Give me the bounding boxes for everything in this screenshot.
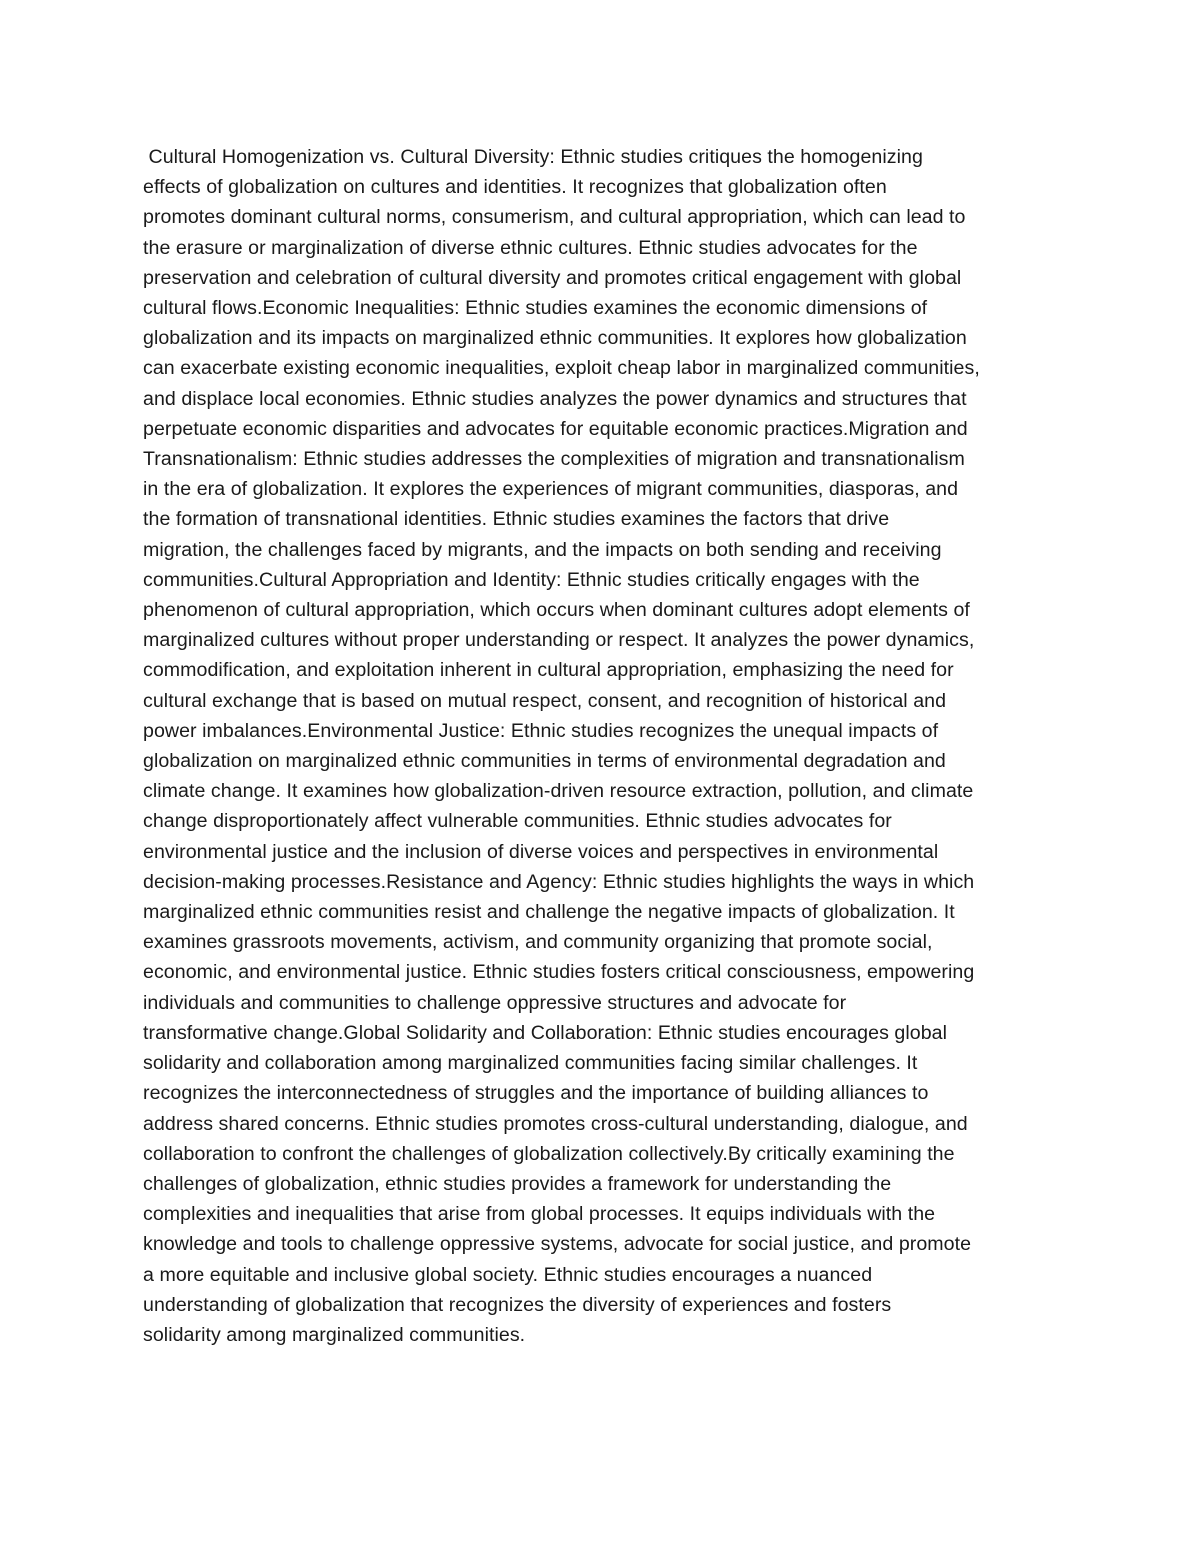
- text-line: collaboration to confront the challenges of globalization collectively.By critically examining the: [143, 1142, 955, 1165]
- body-text: [143, 142, 1073, 1350]
- text-line: preservation and celebration of cultural diversity and promotes critical engagement with global: [143, 266, 962, 289]
- text-line: address shared concerns. Ethnic studies promotes cross-cultural understanding, dialogue, and: [143, 1112, 968, 1135]
- text-line: change disproportionately affect vulnerable communities. Ethnic studies advocates for: [143, 810, 892, 833]
- text-line: transformative change.Global Solidarity and Collaboration: Ethnic studies encourages global: [143, 1021, 948, 1044]
- text-line: understanding of globalization that recognizes the diversity of experiences and fosters: [143, 1293, 892, 1316]
- text-line: decision-making processes.Resistance and Agency: Ethnic studies highlights the ways in which: [143, 870, 975, 893]
- text-line: effects of globalization on cultures and identities. It recognizes that globalization often: [143, 176, 887, 199]
- text-line: promotes dominant cultural norms, consumerism, and cultural appropriation, which can lead to: [143, 206, 966, 229]
- text-line: phenomenon of cultural appropriation, which occurs when dominant cultures adopt elements of: [143, 599, 970, 622]
- text-line: solidarity among marginalized communities.: [143, 1323, 526, 1346]
- text-line: recognizes the interconnectedness of struggles and the importance of building alliances to: [143, 1082, 929, 1105]
- text-line: examines grassroots movements, activism, and community organizing that promote social,: [143, 931, 933, 954]
- text-line: marginalized cultures without proper understanding or respect. It analyzes the power dynamics,: [143, 629, 975, 652]
- text-line: knowledge and tools to challenge oppressive systems, advocate for social justice, and promote: [143, 1233, 972, 1256]
- text-line: can exacerbate existing economic inequalities, exploit cheap labor in marginalized communities,: [143, 357, 980, 380]
- text-line: communities.Cultural Appropriation and Identity: Ethnic studies critically engages with the: [143, 568, 920, 591]
- text-line: a more equitable and inclusive global society. Ethnic studies encourages a nuanced: [143, 1263, 873, 1286]
- text-line: perpetuate economic disparities and advocates for equitable economic practices.Migration and: [143, 417, 968, 440]
- text-line: cultural exchange that is based on mutual respect, consent, and recognition of historical and: [143, 689, 947, 712]
- text-line: cultural flows.Economic Inequalities: Ethnic studies examines the economic dimensions of: [143, 297, 928, 320]
- text-line: environmental justice and the inclusion of diverse voices and perspectives in environmental: [143, 840, 939, 863]
- text-line: marginalized ethnic communities resist and challenge the negative impacts of globalization. It: [143, 901, 955, 924]
- text-line: globalization on marginalized ethnic communities in terms of environmental degradation and: [143, 750, 946, 773]
- text-line: the formation of transnational identities. Ethnic studies examines the factors that drive: [143, 508, 890, 531]
- text-line: Transnationalism: Ethnic studies addresses the complexities of migration and transnationalism: [143, 448, 965, 471]
- text-line: climate change. It examines how globalization-driven resource extraction, pollution, and climate: [143, 780, 974, 803]
- text-line: commodification, and exploitation inherent in cultural appropriation, emphasizing the need for: [143, 659, 954, 682]
- text-line: economic, and environmental justice. Ethnic studies fosters critical consciousness, empowering: [143, 961, 975, 984]
- text-line: globalization and its impacts on marginalized ethnic communities. It explores how globalization: [143, 327, 967, 350]
- text-line: the erasure or marginalization of diverse ethnic cultures. Ethnic studies advocates for the: [143, 236, 918, 259]
- text-line: and displace local economies. Ethnic studies analyzes the power dynamics and structures that: [143, 387, 967, 410]
- text-line: solidarity and collaboration among marginalized communities facing similar challenges. It: [143, 1052, 918, 1075]
- text-line: Cultural Homogenization vs. Cultural Diversity: Ethnic studies critiques the homogenizing: [143, 146, 923, 168]
- text-line: in the era of globalization. It explores the experiences of migrant communities, diasporas, and: [143, 478, 959, 501]
- text-line: migration, the challenges faced by migrants, and the impacts on both sending and receiving: [143, 538, 942, 561]
- text-line: individuals and communities to challenge oppressive structures and advocate for: [143, 991, 847, 1014]
- text-line: power imbalances.Environmental Justice: Ethnic studies recognizes the unequal impacts of: [143, 719, 939, 742]
- text-line: challenges of globalization, ethnic studies provides a framework for understanding the: [143, 1172, 892, 1195]
- text-line: complexities and inequalities that arise from global processes. It equips individuals with the: [143, 1203, 936, 1226]
